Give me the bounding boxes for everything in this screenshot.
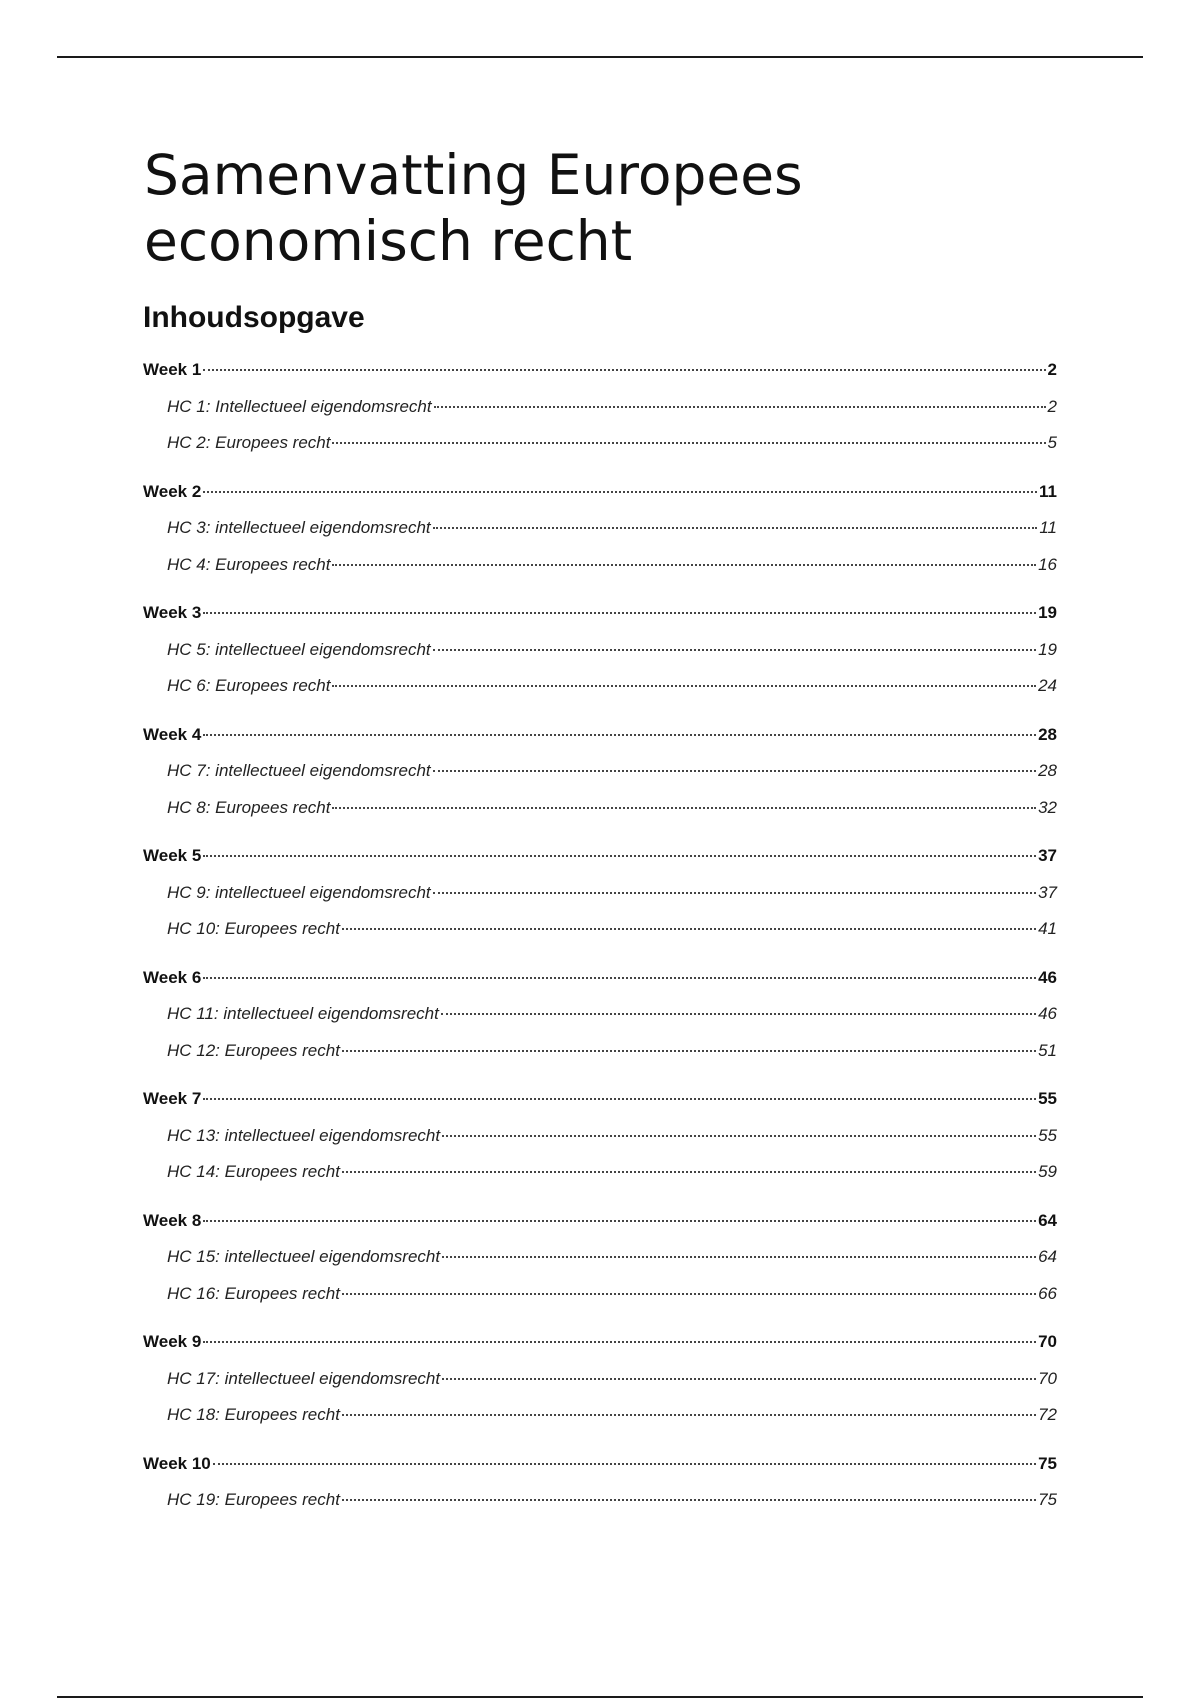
toc-entry-label: HC 6: Europees recht bbox=[167, 676, 331, 695]
toc-entry-page: 59 bbox=[1038, 1162, 1057, 1181]
toc-leader-dots bbox=[442, 1135, 1036, 1137]
toc-entry[interactable] bbox=[143, 397, 1057, 421]
toc-entry-label: HC 18: Europees recht bbox=[167, 1405, 340, 1424]
toc-entry[interactable] bbox=[143, 1126, 1057, 1150]
toc-entry-page: 2 bbox=[1047, 397, 1057, 416]
toc-entry[interactable] bbox=[143, 1247, 1057, 1271]
toc-leader-dots bbox=[433, 527, 1038, 529]
toc-leader-dots bbox=[213, 1463, 1036, 1465]
toc-leader-dots bbox=[442, 1378, 1036, 1380]
toc-entry[interactable] bbox=[143, 1284, 1057, 1308]
toc-entry-label: HC 19: Europees recht bbox=[167, 1490, 340, 1509]
toc-entry-label: Week 6 bbox=[143, 968, 202, 987]
toc-entry-label: HC 8: Europees recht bbox=[167, 798, 331, 817]
toc-entry-label: HC 17: intellectueel eigendomsrecht bbox=[167, 1369, 441, 1388]
toc-entry-label: Week 3 bbox=[143, 603, 202, 622]
toc-entry-label: HC 4: Europees recht bbox=[167, 555, 331, 574]
toc-entry-label: HC 13: intellectueel eigendomsrecht bbox=[167, 1126, 441, 1145]
toc-entry[interactable] bbox=[143, 1454, 1057, 1478]
toc-entry-page: 32 bbox=[1038, 798, 1057, 817]
toc-entry[interactable] bbox=[143, 846, 1057, 870]
toc-leader-dots bbox=[203, 1341, 1036, 1343]
toc-entry[interactable] bbox=[143, 1490, 1057, 1514]
toc-entry-page: 37 bbox=[1038, 846, 1057, 865]
toc-leader-dots bbox=[203, 1220, 1036, 1222]
header-rule bbox=[57, 56, 1143, 58]
toc-entry-label: Week 2 bbox=[143, 482, 202, 501]
toc-entry-page: 11 bbox=[1039, 518, 1057, 537]
toc-leader-dots bbox=[203, 1098, 1036, 1100]
toc-entry-page: 19 bbox=[1038, 603, 1057, 622]
toc-entry-label: HC 7: intellectueel eigendomsrecht bbox=[167, 761, 431, 780]
toc-leader-dots bbox=[203, 369, 1045, 371]
toc-entry-page: 11 bbox=[1039, 482, 1057, 501]
toc-entry-label: HC 10: Europees recht bbox=[167, 919, 340, 938]
toc-entry[interactable] bbox=[143, 1211, 1057, 1235]
toc-entry-label: HC 5: intellectueel eigendomsrecht bbox=[167, 640, 431, 659]
toc-entry-label: Week 7 bbox=[143, 1089, 202, 1108]
toc-entry-page: 70 bbox=[1038, 1369, 1057, 1388]
toc-entry-label: HC 3: intellectueel eigendomsrecht bbox=[167, 518, 431, 537]
toc-leader-dots bbox=[332, 564, 1036, 566]
toc-entry[interactable] bbox=[143, 676, 1057, 700]
toc-entry-page: 24 bbox=[1038, 676, 1057, 695]
toc-heading: Inhoudsopgave bbox=[143, 301, 365, 334]
toc-entry-label: HC 2: Europees recht bbox=[167, 433, 331, 452]
toc-entry[interactable] bbox=[143, 1405, 1057, 1429]
toc-entry[interactable] bbox=[143, 640, 1057, 664]
toc-entry[interactable] bbox=[143, 798, 1057, 822]
toc-entry-label: Week 8 bbox=[143, 1211, 202, 1230]
toc-entry[interactable] bbox=[143, 968, 1057, 992]
toc-leader-dots bbox=[203, 612, 1036, 614]
toc-entry-page: 37 bbox=[1038, 883, 1057, 902]
toc-entry-label: HC 12: Europees recht bbox=[167, 1041, 340, 1060]
toc-leader-dots bbox=[342, 1050, 1036, 1052]
toc-entry[interactable] bbox=[143, 1332, 1057, 1356]
toc-entry[interactable] bbox=[143, 603, 1057, 627]
toc-entry-label: Week 1 bbox=[143, 360, 202, 379]
toc-leader-dots bbox=[203, 855, 1036, 857]
toc-leader-dots bbox=[433, 770, 1036, 772]
toc-entry-label: Week 10 bbox=[143, 1454, 211, 1473]
toc-entry-page: 51 bbox=[1038, 1041, 1057, 1060]
toc-entry[interactable] bbox=[143, 1369, 1057, 1393]
toc-entry-label: HC 9: intellectueel eigendomsrecht bbox=[167, 883, 431, 902]
toc-leader-dots bbox=[442, 1256, 1036, 1258]
toc-entry[interactable] bbox=[143, 1004, 1057, 1028]
toc-entry-page: 64 bbox=[1038, 1247, 1057, 1266]
toc-entry-page: 16 bbox=[1038, 555, 1057, 574]
toc-entry-page: 64 bbox=[1038, 1211, 1057, 1230]
toc-leader-dots bbox=[342, 1293, 1036, 1295]
toc-entry-label: Week 4 bbox=[143, 725, 202, 744]
toc-leader-dots bbox=[433, 649, 1036, 651]
toc-entry-label: HC 11: intellectueel eigendomsrecht bbox=[167, 1004, 439, 1023]
toc-entry-page: 28 bbox=[1038, 761, 1057, 780]
toc-entry-label: Week 5 bbox=[143, 846, 202, 865]
toc-entry-page: 72 bbox=[1038, 1405, 1057, 1424]
toc-entry[interactable] bbox=[143, 360, 1057, 384]
toc-entry[interactable] bbox=[143, 433, 1057, 457]
footer-rule bbox=[57, 1696, 1143, 1698]
toc-entry[interactable] bbox=[143, 919, 1057, 943]
toc-entry-label: HC 14: Europees recht bbox=[167, 1162, 340, 1181]
toc-entry[interactable] bbox=[143, 883, 1057, 907]
toc-leader-dots bbox=[342, 1414, 1036, 1416]
toc-entry-page: 5 bbox=[1047, 433, 1057, 452]
toc-entry-page: 75 bbox=[1038, 1454, 1057, 1473]
toc-entry-label: HC 16: Europees recht bbox=[167, 1284, 340, 1303]
toc-entry-label: HC 1: Intellectueel eigendomsrecht bbox=[167, 397, 432, 416]
toc-entry[interactable] bbox=[143, 725, 1057, 749]
toc-leader-dots bbox=[203, 491, 1037, 493]
toc-leader-dots bbox=[332, 807, 1036, 809]
toc-entry[interactable] bbox=[143, 1041, 1057, 1065]
toc-leader-dots bbox=[433, 892, 1036, 894]
toc-entry-page: 2 bbox=[1047, 360, 1057, 379]
toc-entry-page: 55 bbox=[1038, 1089, 1057, 1108]
toc-leader-dots bbox=[203, 977, 1036, 979]
toc-entry[interactable] bbox=[143, 1162, 1057, 1186]
toc-entry-page: 75 bbox=[1038, 1490, 1057, 1509]
toc-entry[interactable] bbox=[143, 1089, 1057, 1113]
toc-entry-page: 46 bbox=[1038, 1004, 1057, 1023]
toc-leader-dots bbox=[441, 1013, 1036, 1015]
toc-entry[interactable] bbox=[143, 555, 1057, 579]
toc-entry-label: Week 9 bbox=[143, 1332, 202, 1351]
toc-entry-page: 19 bbox=[1038, 640, 1057, 659]
document-title: Samenvatting Europees economisch recht bbox=[144, 143, 803, 273]
toc-leader-dots bbox=[342, 1171, 1036, 1173]
toc-leader-dots bbox=[332, 442, 1045, 444]
toc-entry[interactable] bbox=[143, 518, 1057, 542]
toc-entry[interactable] bbox=[143, 761, 1057, 785]
toc-entry-label: HC 15: intellectueel eigendomsrecht bbox=[167, 1247, 441, 1266]
toc-leader-dots bbox=[342, 928, 1036, 930]
toc-entry-page: 70 bbox=[1038, 1332, 1057, 1351]
toc-entry[interactable] bbox=[143, 482, 1057, 506]
toc-entry-page: 41 bbox=[1038, 919, 1057, 938]
toc-leader-dots bbox=[434, 406, 1046, 408]
toc-leader-dots bbox=[203, 734, 1036, 736]
toc-entry-page: 28 bbox=[1038, 725, 1057, 744]
toc-leader-dots bbox=[342, 1499, 1036, 1501]
toc-leader-dots bbox=[332, 685, 1036, 687]
toc-entry-page: 55 bbox=[1038, 1126, 1057, 1145]
toc-entry-page: 66 bbox=[1038, 1284, 1057, 1303]
toc-entry-page: 46 bbox=[1038, 968, 1057, 987]
